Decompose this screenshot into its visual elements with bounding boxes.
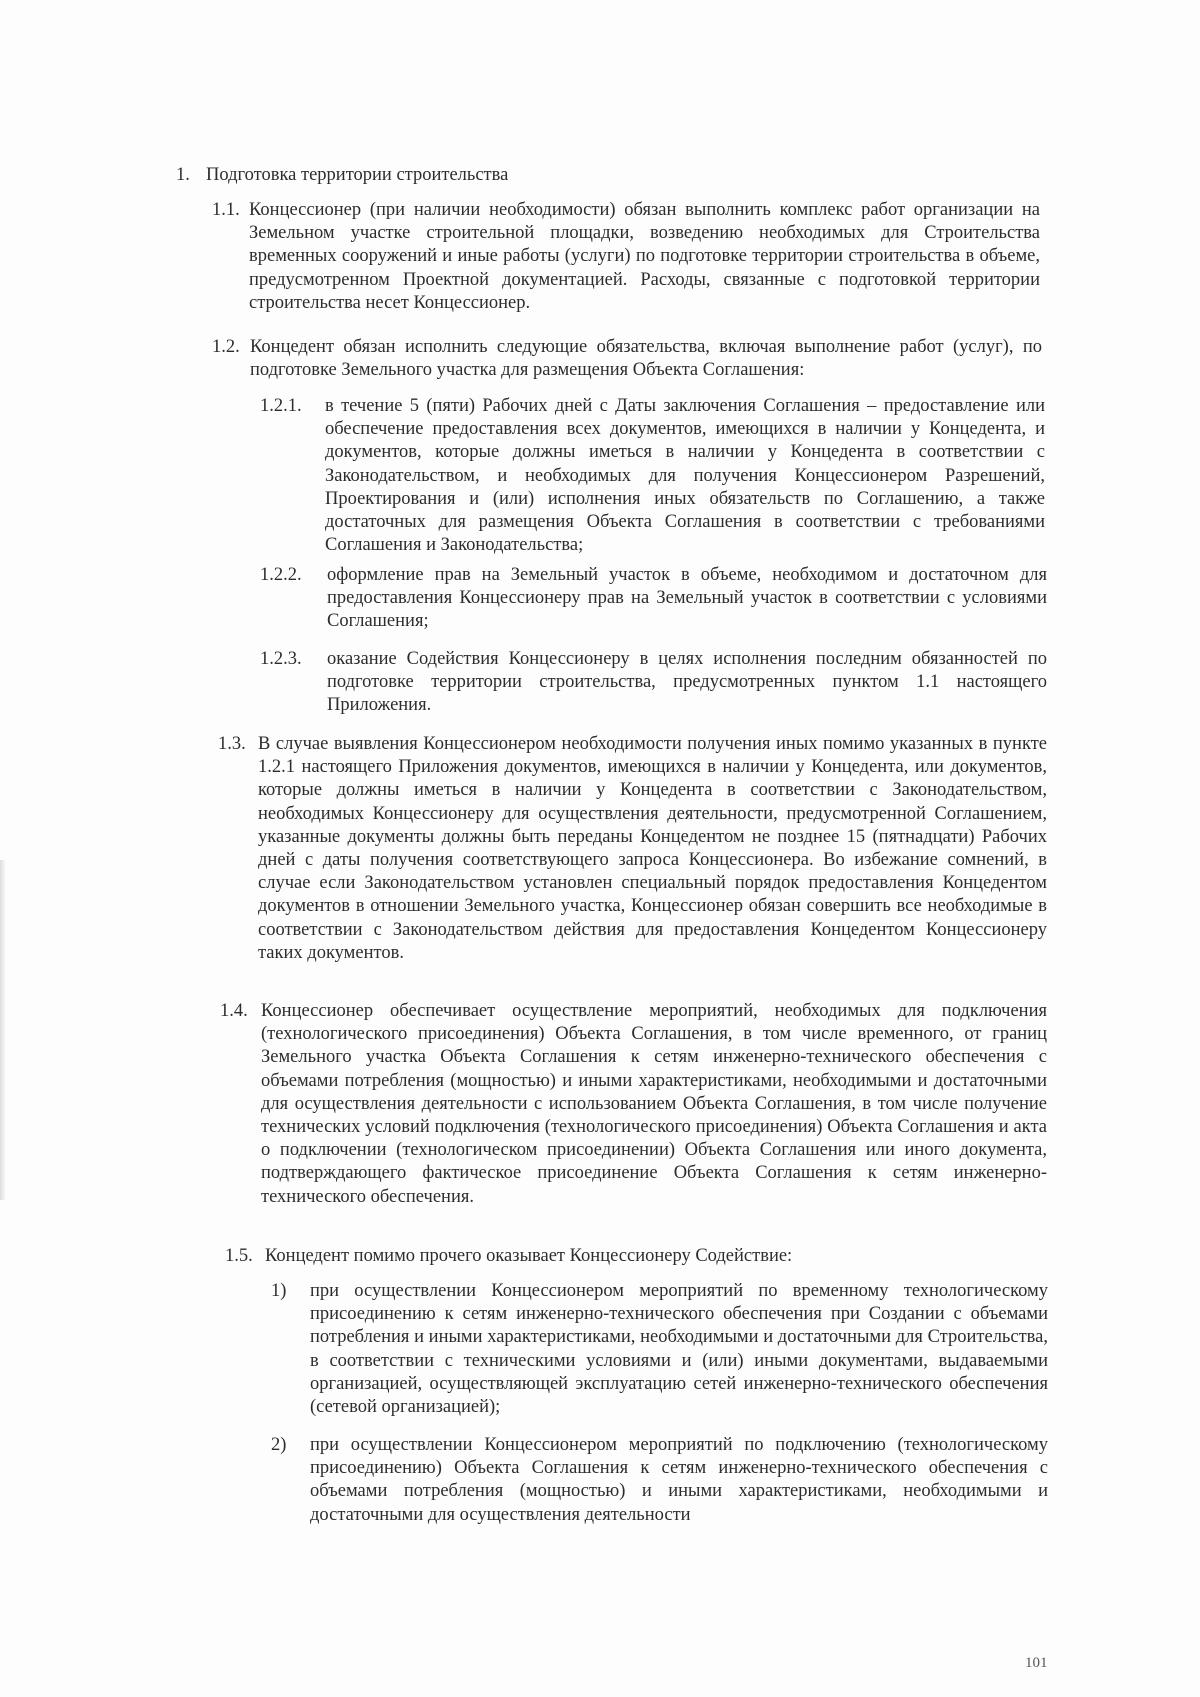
item-text: при осуществлении Концессионером мероприятий по временному технологическому присоединению к сетям инженерно-технического обеспечения при Создании с объемами потребления и иными характеристиками, необходимыми и достаточными для Строительства, в соответствии с техническими условиями и (или) иными документами, выдаваемыми организацией, осуществляющей эксплуатацию сетей инженерно-технического обеспечения (сетевой организацией); <box>310 1281 1048 1418</box>
item-text: Концессионер (при наличии необходимости) обязан выполнить комплекс работ организации на Земельном участке строительной площадки, возведению необходимых для Строительства временных сооружений и иные работы (услуги) по подготовке территории строительства в объеме, предусмотренном Проектной документацией. Расходы, связанные с подготовкой территории строительства несет Концессионер. <box>249 200 1040 313</box>
item-text: в течение 5 (пяти) Рабочих дней с Даты заключения Соглашения – предоставление или обеспечение предоставления всех документов, имеющихся в наличии у Концедента, и документов, которые должны иметься в наличии у Концедента в соответствии с Законодательством, и необходимых для получения Концессионером Разрешений, Проектирования и (или) исполнения иных обязательств по Соглашению, а также достаточных для размещения Объекта Соглашения в соответствии с требованиями Соглашения и Законодательства; <box>325 396 1045 556</box>
item-number: 1.2.2. <box>260 565 302 585</box>
item-text: оказание Содействия Концессионеру в целях исполнения последним обязанностей по подготовке территории строительства, предусмотренных пунктом 1.1 настоящего Приложения. <box>327 649 1047 716</box>
item-number: 1.2.1. <box>260 396 302 416</box>
item-number: 1.3. <box>218 734 246 754</box>
item-number: 2) <box>271 1435 287 1455</box>
item-text: Концессионер обеспечивает осуществление мероприятий, необходимых для подключения (технологического присоединения) Объекта Соглашения, в том числе временного, от границ Земельного участка Объекта Соглашения к сетям инженерно-технического обеспечения с объемами потребления (мощностью) и иными характеристиками, необходимыми и достаточными для осуществления деятельности с использованием Объекта Соглашения, в том числе получение технических условий подключения (технологического присоединения) Объекта Соглашения и акта о подключении (технологическом присоединении) Объекта Соглашения или иного документа, подтверждающего фактическое присоединение Объекта Соглашения к сетям инженерно-технического обеспечения. <box>261 1001 1047 1207</box>
item-text: Концедент помимо прочего оказывает Концессионеру Содействие: <box>265 1246 793 1266</box>
section-number: 1. <box>176 165 190 185</box>
item-number: 1.5. <box>225 1246 253 1266</box>
item-number: 1.4. <box>220 1001 248 1021</box>
item-text: Концедент обязан исполнить следующие обязательства, включая выполнение работ (услуг), по подготовке Земельного участка для размещения Объекта Соглашения: <box>250 337 1042 381</box>
item-number: 1.2.3. <box>260 649 302 669</box>
scan-edge-shadow <box>0 860 5 1200</box>
item-text: В случае выявления Концессионером необходимости получения иных помимо указанных в пункте 1.2.1 настоящего Приложения документов, имеющихся в наличии у Концедента, или документов, которые должны иметься в наличии у Концедента в соответствии с Законодательством, необходимых Концессионеру для осуществления деятельности, предусмотренной Соглашением, указанные документы должны быть переданы Концедентом не позднее 15 (пятнадцати) Рабочих дней с даты получения соответствующего запроса Концессионера. Во избежание сомнений, в случае если Законодательством установлен специальный порядок предоставления Концедентом документов в отношении Земельного участка, Концессионер обязан совершить все необходимые в соответствии с Законодательством действия для предоставления Концедентом Концессионеру таких документов. <box>258 734 1047 963</box>
item-text: при осуществлении Концессионером мероприятий по подключению (технологическому присоединению) Объекта Соглашения к сетям инженерно-технического обеспечения с объемами потребления (мощностью) и иными характеристиками, необходимыми и достаточными для осуществления деятельности <box>310 1435 1048 1525</box>
section-title: Подготовка территории строительства <box>206 165 509 185</box>
item-number: 1) <box>271 1281 287 1301</box>
item-number: 1.2. <box>212 337 240 357</box>
item-number: 1.1. <box>212 200 240 220</box>
item-text: оформление прав на Земельный участок в объеме, необходимом и достаточном для предоставления Концессионеру прав на Земельный участок в соответствии с условиями Соглашения; <box>327 565 1047 632</box>
page-number: 101 <box>1025 1655 1048 1671</box>
